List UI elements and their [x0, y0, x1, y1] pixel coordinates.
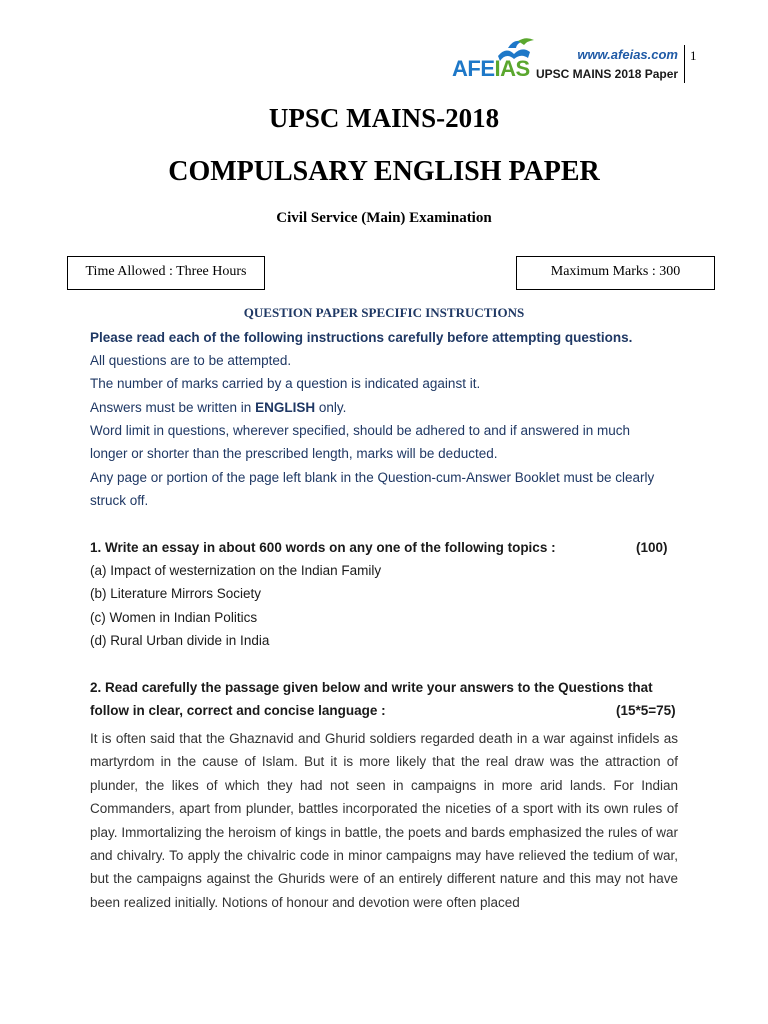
- instructions-intro: Please read each of the following instructions carefully before attempting questions.: [90, 330, 633, 345]
- instruction-line: longer or shorter than the prescribed length, marks will be deducted.: [90, 446, 498, 461]
- question-1-option: (c) Women in Indian Politics: [90, 610, 258, 625]
- time-allowed-box: Time Allowed : Three Hours: [67, 256, 265, 290]
- header-divider: [684, 45, 685, 83]
- question-2-line: 2. Read carefully the passage given below and write your answers to the Questions that: [90, 680, 653, 695]
- question-2-passage: It is often said that the Ghaznavid and Ghurid soldiers regarded death in a war against infidels as martyrdom in the cause of Islam. But it is more likely that the real draw was the attraction of plunder, the likes of which they had not seen in campaigns in more arid lands. For Indian Commanders, apart from plunder, battles incorporated the niceties of a sport with its own rules of play. Immortalizing the heroism of kings in battle, the poets and bards emphasized the rules of war and chivalry. To apply the chivalric code in minor campaigns may have relieved the tedium of war, but the campaigns against the Ghurids were of an entirely different nature and this may not have been realized initially. Notions of honour and devotion were often placed: [90, 731, 678, 910]
- website-link[interactable]: www.afeias.com: [577, 47, 678, 62]
- logo-ias-text: IAS: [494, 56, 530, 81]
- instruction-text: only.: [315, 400, 347, 415]
- question-1-option: (a) Impact of westernization on the Indian Family: [90, 563, 382, 578]
- max-marks-box: Maximum Marks : 300: [516, 256, 715, 290]
- question-1-marks: (100): [636, 540, 668, 555]
- instruction-line: Any page or portion of the page left blank in the Question-cum-Answer Booklet must be clearly: [90, 470, 655, 485]
- question-1-option: (b) Literature Mirrors Society: [90, 586, 262, 601]
- instruction-line: [90, 400, 346, 415]
- question-2-line: follow in clear, correct and concise language :: [90, 703, 386, 718]
- instruction-line: The number of marks carried by a question is indicated against it.: [90, 376, 481, 391]
- question-1: 1. Write an essay in about 600 words on any one of the following topics :: [90, 540, 556, 555]
- instruction-text: Answers must be written in: [90, 400, 256, 415]
- instructions-heading: QUESTION PAPER SPECIFIC INSTRUCTIONS: [243, 305, 525, 320]
- question-1-option: (d) Rural Urban divide in India: [90, 633, 270, 648]
- logo-wordmark: [452, 58, 530, 80]
- exam-name: Civil Service (Main) Examination: [276, 210, 492, 226]
- logo-afe-text: AFE: [452, 56, 495, 81]
- instruction-emphasis: ENGLISH: [255, 400, 316, 415]
- instruction-line: Word limit in questions, wherever specified, should be adhered to and if answered in much: [90, 423, 631, 438]
- page-number: 1: [690, 48, 697, 63]
- main-title: UPSC MAINS-2018: [268, 103, 500, 133]
- afeias-logo: [452, 36, 536, 82]
- question-2-marks: (15*5=75): [616, 703, 676, 718]
- instruction-line: struck off.: [90, 493, 149, 508]
- header-subtitle: UPSC MAINS 2018 Paper: [536, 67, 679, 81]
- paper-title: COMPULSARY ENGLISH PAPER: [168, 156, 600, 187]
- instruction-line: All questions are to be attempted.: [90, 353, 292, 368]
